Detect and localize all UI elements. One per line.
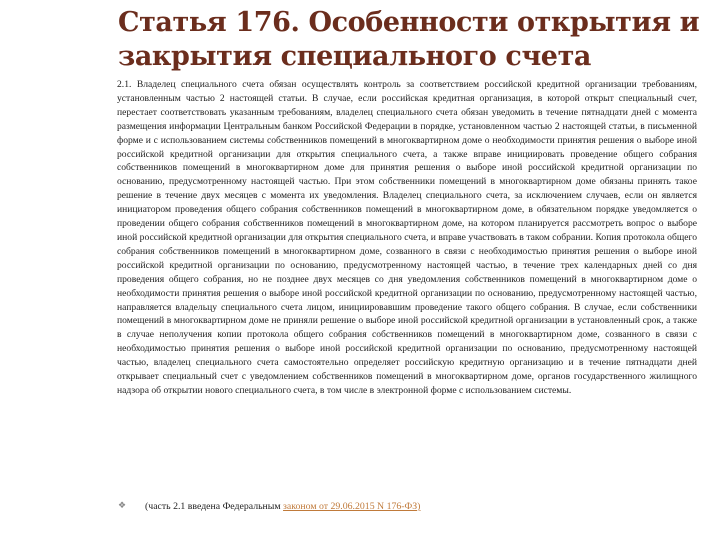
- amendment-note-prefix: (часть 2.1 введена Федеральным: [145, 501, 284, 512]
- bullet-icon: ❖: [118, 501, 127, 511]
- page-title: Статья 176. Особенности открытия и закрытия специального счета: [118, 7, 700, 72]
- amendment-note: [145, 500, 420, 513]
- law-link[interactable]: законом от 29.06.2015 N 176-ФЗ): [283, 501, 421, 512]
- article-paragraph: 2.1. Владелец специального счета обязан осуществлять контроль за соответствием российской кредитной организации требованиям, установленным частью 2 настоящей статьи. В случае, если российская кредитная организация, в которой открыт специальный счет, перестает соответствовать указанным требованиям, владелец специального счета обязан уведомить в течение пятнадцати дней с момента размещения информации Центральным банком Российской Федерации в порядке, установленном частью 2 настоящей статьи, в письменной форме и с использованием системы собственников помещений в многоквартирном доме о необходимости принятия решения о выборе иной российской кредитной организации для открытия специального счета, а также вправе инициировать проведение общего собрания собственников помещений в многоквартирном доме для принятия решения о выборе иной российской кредитной организации по основанию, предусмотренному настоящей частью. При этом собственники помещений в многоквартирном доме обязаны принять такое решение в течение двух месяцев с момента их уведомления. Владелец специального счета, за исключением случаев, если он является инициатором проведения общего собрания собственников помещений в многоквартирном доме, в обязательном порядке уведомляется о проведении общего собрания собственников помещений в многоквартирном доме, на котором планируется рассмотреть вопрос о выборе иной российской кредитной организации для открытия специального счета, и вправе участвовать в таком собрании. Копия протокола общего собрания собственников помещений в многоквартирном доме, созванного в связи с необходимостью принятия решения о выборе иной российской кредитной организации по основанию, предусмотренному настоящей частью, в течение трех календарных дней со дня проведения общего собрания, но не позднее двух месяцев со дня уведомления собственников помещений в многоквартирном доме о необходимости принятия решения о выборе иной российской кредитной организации по основанию, предусмотренному настоящей частью, направляется владельцу специального счета лицом, инициировавшим проведение такого общего собрания. В случае, если собственники помещений в многоквартирном доме не приняли решение о выборе иной российской кредитной организации в установленный срок, а также в случае неполучения копии протокола общего собрания собственников помещений в многоквартирном доме, созванного в связи с необходимостью принятия решения о выборе иной российской кредитной организации по основанию, предусмотренному настоящей частью, владелец специального счета самостоятельно определяет российскую кредитную организацию и в течение пятнадцати дней открывает специальный счет с уведомлением собственников помещений в многоквартирном доме, органов государственного жилищного надзора об открытии нового специального счета, в том числе в электронной форме с использованием системы.: [117, 79, 697, 396]
